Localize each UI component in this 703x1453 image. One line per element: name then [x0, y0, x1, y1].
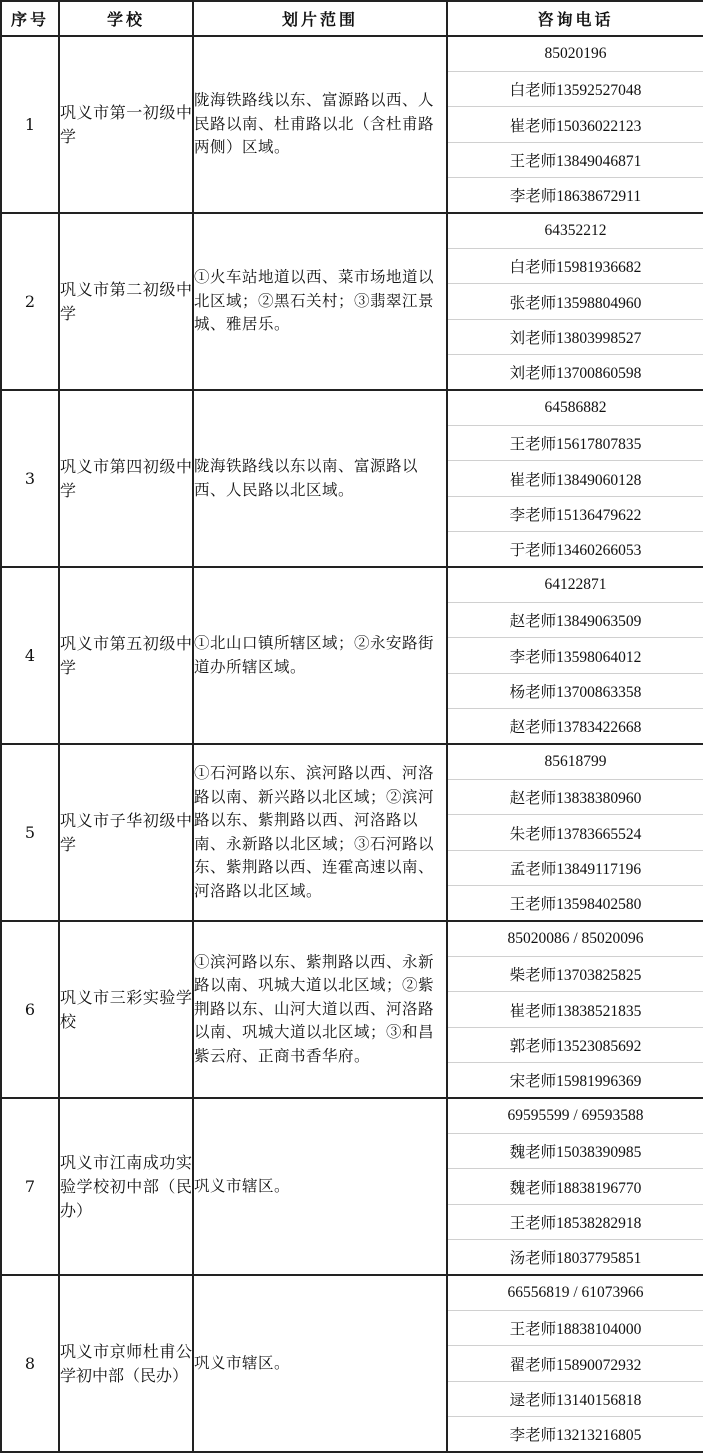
- phone-cell: [447, 921, 703, 1098]
- school-name: 巩义市第一初级中学: [59, 36, 193, 213]
- district-area: 巩义市辖区。: [193, 1098, 447, 1275]
- row-number: 4: [1, 567, 59, 744]
- contact-phone: 赵老师13783422668: [448, 708, 703, 743]
- contact-phone: 赵老师13838380960: [448, 779, 703, 814]
- school-name: 巩义市第四初级中学: [59, 390, 193, 567]
- table-row: [1, 1275, 703, 1452]
- contact-phone: 赵老师13849063509: [448, 602, 703, 637]
- row-number: 8: [1, 1275, 59, 1452]
- office-phone: 85020196: [544, 45, 607, 63]
- phone-list: [448, 214, 703, 389]
- phone-list: [448, 1099, 703, 1274]
- office-phone: 69595599 / 69593588: [507, 1107, 644, 1125]
- contact-phone: 李老师13213216805: [448, 1416, 703, 1451]
- row-number: 7: [1, 1098, 59, 1275]
- office-phone: 85618799: [544, 753, 607, 771]
- contact-phone: 魏老师18838196770: [448, 1168, 703, 1203]
- district-area: 陇海铁路线以东、富源路以西、人民路以南、杜甫路以北（含杜甫路两侧）区域。: [193, 36, 447, 213]
- contact-phone: 李老师15136479622: [448, 496, 703, 531]
- table-row: [1, 390, 703, 567]
- school-name: 巩义市子华初级中学: [59, 744, 193, 921]
- table-row: [1, 567, 703, 744]
- office-phone: 66556819 / 61073966: [507, 1284, 644, 1302]
- phone-cell: [447, 567, 703, 744]
- table-row: [1, 213, 703, 390]
- contact-phone: 汤老师18037795851: [448, 1239, 703, 1274]
- contact-phone: 柴老师13703825825: [448, 956, 703, 991]
- contact-phone: 王老师18838104000: [448, 1310, 703, 1345]
- header-school: 学校: [59, 1, 193, 36]
- contact-phone: 王老师13598402580: [448, 885, 703, 920]
- contact-phone: 朱老师13783665524: [448, 814, 703, 849]
- contact-phone: 白老师15981936682: [448, 248, 703, 283]
- contact-phone: 孟老师13849117196: [448, 850, 703, 885]
- district-area: 陇海铁路线以东以南、富源路以西、人民路以北区域。: [193, 390, 447, 567]
- row-number: 5: [1, 744, 59, 921]
- office-phone: 64352212: [544, 222, 607, 240]
- contact-phone: 李老师18638672911: [448, 177, 703, 212]
- office-phone: 85020086 / 85020096: [507, 930, 644, 948]
- phone-list: [448, 37, 703, 212]
- contact-phone: 刘老师13803998527: [448, 319, 703, 354]
- contact-phone: 翟老师15890072932: [448, 1345, 703, 1380]
- phone-cell: [447, 744, 703, 921]
- phone-list: [448, 391, 703, 566]
- phone-cell: [447, 213, 703, 390]
- district-area: ①北山口镇所辖区域；②永安路街道办所辖区域。: [193, 567, 447, 744]
- contact-phone: 王老师13849046871: [448, 142, 703, 177]
- phone-cell: [447, 36, 703, 213]
- contact-phone: 崔老师13849060128: [448, 460, 703, 495]
- table-row: [1, 36, 703, 213]
- contact-phone: 王老师15617807835: [448, 425, 703, 460]
- school-name: 巩义市江南成功实验学校初中部（民办）: [59, 1098, 193, 1275]
- contact-phone: 张老师13598804960: [448, 283, 703, 318]
- row-number: 3: [1, 390, 59, 567]
- district-area: 巩义市辖区。: [193, 1275, 447, 1452]
- phone-list: [448, 745, 703, 920]
- phone-list: [448, 1276, 703, 1451]
- header-area: 划片范围: [193, 1, 447, 36]
- phone-list: [448, 922, 703, 1097]
- table-row: [1, 1098, 703, 1275]
- row-number: 6: [1, 921, 59, 1098]
- phone-cell: [447, 1098, 703, 1275]
- office-phone: 64122871: [544, 576, 607, 594]
- school-name: 巩义市第五初级中学: [59, 567, 193, 744]
- school-name: 巩义市三彩实验学校: [59, 921, 193, 1098]
- header-row: [1, 1, 703, 36]
- contact-phone: 崔老师15036022123: [448, 106, 703, 141]
- contact-phone: 李老师13598064012: [448, 637, 703, 672]
- contact-phone: 王老师18538282918: [448, 1204, 703, 1239]
- row-number: 2: [1, 213, 59, 390]
- table-body: [1, 36, 703, 1452]
- contact-phone: 崔老师13838521835: [448, 991, 703, 1026]
- district-area: ①滨河路以东、紫荆路以西、永新路以南、巩城大道以北区域；②紫荆路以东、山河大道以西、河洛路以南、巩城大道以北区域；③和昌紫云府、正商书香华府。: [193, 921, 447, 1098]
- district-area: ①火车站地道以西、菜市场地道以北区域；②黑石关村；③翡翠江景城、雅居乐。: [193, 213, 447, 390]
- phone-cell: [447, 1275, 703, 1452]
- row-number: 1: [1, 36, 59, 213]
- contact-phone: 魏老师15038390985: [448, 1133, 703, 1168]
- phone-cell: [447, 390, 703, 567]
- contact-phone: 郭老师13523085692: [448, 1027, 703, 1062]
- table-row: [1, 744, 703, 921]
- district-area: ①石河路以东、滨河路以西、河洛路以南、新兴路以北区域；②滨河路以东、紫荆路以西、河洛路以南、永新路以北区域；③石河路以东、紫荆路以西、连霍高速以南、河洛路以北区域。: [193, 744, 447, 921]
- table-row: [1, 921, 703, 1098]
- header-no: 序号: [1, 1, 59, 36]
- header-phone: 咨询电话: [447, 1, 703, 36]
- contact-phone: 白老师13592527048: [448, 71, 703, 106]
- school-name: 巩义市京师杜甫公学初中部（民办）: [59, 1275, 193, 1452]
- contact-phone: 刘老师13700860598: [448, 354, 703, 389]
- office-phone: 64586882: [544, 399, 607, 417]
- contact-phone: 逯老师13140156818: [448, 1381, 703, 1416]
- contact-phone: 杨老师13700863358: [448, 673, 703, 708]
- contact-phone: 于老师13460266053: [448, 531, 703, 566]
- school-name: 巩义市第二初级中学: [59, 213, 193, 390]
- contact-phone: 宋老师15981996369: [448, 1062, 703, 1097]
- phone-list: [448, 568, 703, 743]
